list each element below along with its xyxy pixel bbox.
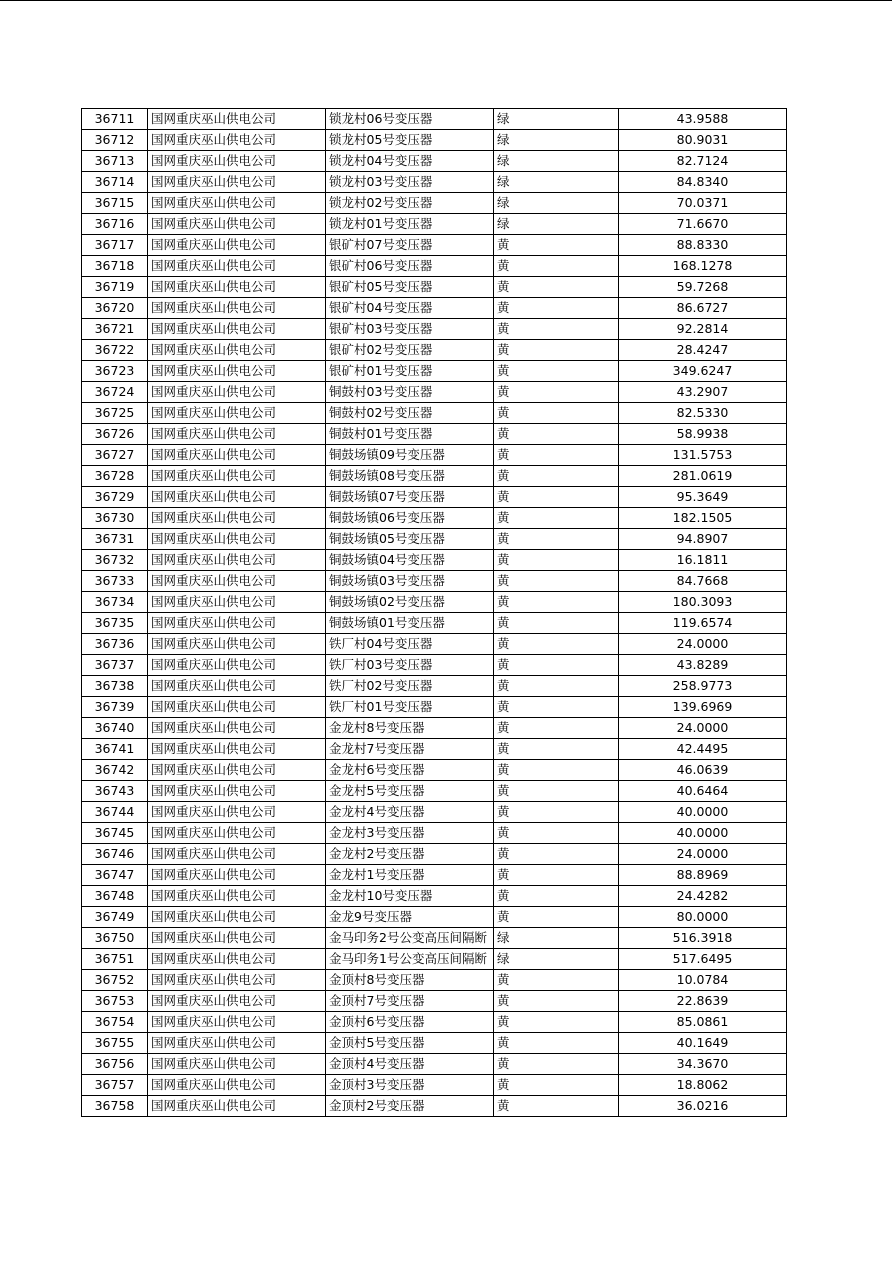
value-cell: 10.0784	[619, 970, 787, 991]
status-cell: 黄	[494, 550, 619, 571]
transformer-name-cell: 金顶村4号变压器	[326, 1054, 494, 1075]
row-id-cell: 36743	[82, 781, 148, 802]
status-cell: 黄	[494, 235, 619, 256]
value-cell: 70.0371	[619, 193, 787, 214]
org-cell: 国网重庆巫山供电公司	[148, 298, 326, 319]
org-cell: 国网重庆巫山供电公司	[148, 151, 326, 172]
status-cell: 黄	[494, 865, 619, 886]
value-cell: 281.0619	[619, 466, 787, 487]
status-cell: 黄	[494, 466, 619, 487]
row-id-cell: 36741	[82, 739, 148, 760]
value-cell: 40.0000	[619, 823, 787, 844]
transformer-name-cell: 金龙村2号变压器	[326, 844, 494, 865]
transformer-name-cell: 铜鼓村03号变压器	[326, 382, 494, 403]
value-cell: 24.0000	[619, 844, 787, 865]
transformer-name-cell: 锁龙村03号变压器	[326, 172, 494, 193]
value-cell: 517.6495	[619, 949, 787, 970]
transformer-name-cell: 金龙村5号变压器	[326, 781, 494, 802]
transformer-name-cell: 金顶村5号变压器	[326, 1033, 494, 1054]
transformer-name-cell: 银矿村05号变压器	[326, 277, 494, 298]
value-cell: 28.4247	[619, 340, 787, 361]
value-cell: 58.9938	[619, 424, 787, 445]
value-cell: 24.0000	[619, 634, 787, 655]
value-cell: 86.6727	[619, 298, 787, 319]
status-cell: 绿	[494, 130, 619, 151]
status-cell: 黄	[494, 445, 619, 466]
transformer-name-cell: 金龙村8号变压器	[326, 718, 494, 739]
row-id-cell: 36756	[82, 1054, 148, 1075]
org-cell: 国网重庆巫山供电公司	[148, 340, 326, 361]
table-row	[82, 970, 787, 991]
value-cell: 84.8340	[619, 172, 787, 193]
org-cell: 国网重庆巫山供电公司	[148, 697, 326, 718]
org-cell: 国网重庆巫山供电公司	[148, 130, 326, 151]
transformer-name-cell: 金龙村7号变压器	[326, 739, 494, 760]
table-row	[82, 823, 787, 844]
transformer-name-cell: 铜鼓场镇04号变压器	[326, 550, 494, 571]
transformer-name-cell: 银矿村03号变压器	[326, 319, 494, 340]
status-cell: 黄	[494, 907, 619, 928]
value-cell: 18.8062	[619, 1075, 787, 1096]
status-cell: 黄	[494, 676, 619, 697]
org-cell: 国网重庆巫山供电公司	[148, 1096, 326, 1117]
value-cell: 16.1811	[619, 550, 787, 571]
status-cell: 黄	[494, 1054, 619, 1075]
transformer-name-cell: 金龙村10号变压器	[326, 886, 494, 907]
row-id-cell: 36752	[82, 970, 148, 991]
row-id-cell: 36717	[82, 235, 148, 256]
value-cell: 82.7124	[619, 151, 787, 172]
org-cell: 国网重庆巫山供电公司	[148, 319, 326, 340]
row-id-cell: 36733	[82, 571, 148, 592]
row-id-cell: 36736	[82, 634, 148, 655]
status-cell: 黄	[494, 886, 619, 907]
table-row	[82, 508, 787, 529]
row-id-cell: 36751	[82, 949, 148, 970]
transformer-name-cell: 铜鼓场镇07号变压器	[326, 487, 494, 508]
value-cell: 80.9031	[619, 130, 787, 151]
org-cell: 国网重庆巫山供电公司	[148, 508, 326, 529]
row-id-cell: 36727	[82, 445, 148, 466]
transformer-name-cell: 金顶村8号变压器	[326, 970, 494, 991]
value-cell: 40.1649	[619, 1033, 787, 1054]
org-cell: 国网重庆巫山供电公司	[148, 424, 326, 445]
row-id-cell: 36742	[82, 760, 148, 781]
row-id-cell: 36744	[82, 802, 148, 823]
org-cell: 国网重庆巫山供电公司	[148, 1012, 326, 1033]
transformer-name-cell: 金马印务2号公变高压间隔断	[326, 928, 494, 949]
status-cell: 黄	[494, 277, 619, 298]
transformer-name-cell: 金龙村1号变压器	[326, 865, 494, 886]
org-cell: 国网重庆巫山供电公司	[148, 445, 326, 466]
table-row	[82, 865, 787, 886]
transformer-name-cell: 银矿村01号变压器	[326, 361, 494, 382]
table-row	[82, 1054, 787, 1075]
org-cell: 国网重庆巫山供电公司	[148, 865, 326, 886]
row-id-cell: 36755	[82, 1033, 148, 1054]
value-cell: 42.4495	[619, 739, 787, 760]
table-row	[82, 529, 787, 550]
status-cell: 黄	[494, 424, 619, 445]
table-row	[82, 319, 787, 340]
table-row	[82, 781, 787, 802]
transformer-name-cell: 铜鼓场镇03号变压器	[326, 571, 494, 592]
transformer-name-cell: 银矿村07号变压器	[326, 235, 494, 256]
table-row	[82, 949, 787, 970]
org-cell: 国网重庆巫山供电公司	[148, 571, 326, 592]
row-id-cell: 36738	[82, 676, 148, 697]
status-cell: 黄	[494, 256, 619, 277]
status-cell: 黄	[494, 634, 619, 655]
transformer-name-cell: 银矿村06号变压器	[326, 256, 494, 277]
status-cell: 黄	[494, 571, 619, 592]
org-cell: 国网重庆巫山供电公司	[148, 991, 326, 1012]
status-cell: 黄	[494, 991, 619, 1012]
org-cell: 国网重庆巫山供电公司	[148, 235, 326, 256]
status-cell: 黄	[494, 970, 619, 991]
row-id-cell: 36723	[82, 361, 148, 382]
row-id-cell: 36758	[82, 1096, 148, 1117]
row-id-cell: 36725	[82, 403, 148, 424]
table-row	[82, 340, 787, 361]
row-id-cell: 36734	[82, 592, 148, 613]
org-cell: 国网重庆巫山供电公司	[148, 823, 326, 844]
value-cell: 131.5753	[619, 445, 787, 466]
status-cell: 黄	[494, 1012, 619, 1033]
status-cell: 黄	[494, 823, 619, 844]
value-cell: 43.9588	[619, 109, 787, 130]
table-row	[82, 277, 787, 298]
table-row	[82, 928, 787, 949]
page-top-border	[0, 0, 892, 1]
status-cell: 黄	[494, 529, 619, 550]
status-cell: 黄	[494, 655, 619, 676]
table-row	[82, 1075, 787, 1096]
transformer-name-cell: 铜鼓村02号变压器	[326, 403, 494, 424]
value-cell: 46.0639	[619, 760, 787, 781]
transformer-name-cell: 铜鼓场镇09号变压器	[326, 445, 494, 466]
row-id-cell: 36732	[82, 550, 148, 571]
row-id-cell: 36746	[82, 844, 148, 865]
transformer-name-cell: 银矿村04号变压器	[326, 298, 494, 319]
org-cell: 国网重庆巫山供电公司	[148, 760, 326, 781]
table-row	[82, 571, 787, 592]
value-cell: 88.8330	[619, 235, 787, 256]
value-cell: 34.3670	[619, 1054, 787, 1075]
status-cell: 黄	[494, 487, 619, 508]
status-cell: 黄	[494, 718, 619, 739]
row-id-cell: 36740	[82, 718, 148, 739]
table-row	[82, 655, 787, 676]
row-id-cell: 36713	[82, 151, 148, 172]
table-row	[82, 1096, 787, 1117]
transformer-name-cell: 锁龙村06号变压器	[326, 109, 494, 130]
value-cell: 84.7668	[619, 571, 787, 592]
value-cell: 119.6574	[619, 613, 787, 634]
status-cell: 黄	[494, 1096, 619, 1117]
row-id-cell: 36711	[82, 109, 148, 130]
table-body	[82, 109, 787, 1117]
transformer-name-cell: 铁厂村02号变压器	[326, 676, 494, 697]
transformer-name-cell: 金龙村3号变压器	[326, 823, 494, 844]
table-row	[82, 130, 787, 151]
transformer-name-cell: 铜鼓场镇02号变压器	[326, 592, 494, 613]
transformer-name-cell: 铜鼓村01号变压器	[326, 424, 494, 445]
status-cell: 黄	[494, 739, 619, 760]
org-cell: 国网重庆巫山供电公司	[148, 718, 326, 739]
org-cell: 国网重庆巫山供电公司	[148, 109, 326, 130]
status-cell: 绿	[494, 193, 619, 214]
org-cell: 国网重庆巫山供电公司	[148, 676, 326, 697]
transformer-name-cell: 金顶村6号变压器	[326, 1012, 494, 1033]
row-id-cell: 36729	[82, 487, 148, 508]
org-cell: 国网重庆巫山供电公司	[148, 193, 326, 214]
value-cell: 71.6670	[619, 214, 787, 235]
org-cell: 国网重庆巫山供电公司	[148, 1033, 326, 1054]
row-id-cell: 36715	[82, 193, 148, 214]
table-row	[82, 193, 787, 214]
org-cell: 国网重庆巫山供电公司	[148, 970, 326, 991]
table-row	[82, 298, 787, 319]
table-row	[82, 151, 787, 172]
org-cell: 国网重庆巫山供电公司	[148, 256, 326, 277]
table-row	[82, 718, 787, 739]
org-cell: 国网重庆巫山供电公司	[148, 802, 326, 823]
status-cell: 黄	[494, 592, 619, 613]
table-row	[82, 172, 787, 193]
value-cell: 88.8969	[619, 865, 787, 886]
org-cell: 国网重庆巫山供电公司	[148, 214, 326, 235]
value-cell: 24.0000	[619, 718, 787, 739]
status-cell: 黄	[494, 382, 619, 403]
table-row	[82, 214, 787, 235]
status-cell: 绿	[494, 172, 619, 193]
row-id-cell: 36735	[82, 613, 148, 634]
transformer-name-cell: 铁厂村03号变压器	[326, 655, 494, 676]
transformer-name-cell: 金龙村6号变压器	[326, 760, 494, 781]
row-id-cell: 36724	[82, 382, 148, 403]
transformer-name-cell: 铜鼓场镇05号变压器	[326, 529, 494, 550]
row-id-cell: 36737	[82, 655, 148, 676]
status-cell: 黄	[494, 613, 619, 634]
status-cell: 黄	[494, 697, 619, 718]
transformer-name-cell: 金顶村7号变压器	[326, 991, 494, 1012]
org-cell: 国网重庆巫山供电公司	[148, 634, 326, 655]
row-id-cell: 36712	[82, 130, 148, 151]
table-row	[82, 739, 787, 760]
transformer-name-cell: 锁龙村01号变压器	[326, 214, 494, 235]
status-cell: 绿	[494, 109, 619, 130]
transformer-table	[81, 108, 787, 1117]
value-cell: 82.5330	[619, 403, 787, 424]
row-id-cell: 36714	[82, 172, 148, 193]
org-cell: 国网重庆巫山供电公司	[148, 529, 326, 550]
transformer-name-cell: 铁厂村01号变压器	[326, 697, 494, 718]
row-id-cell: 36720	[82, 298, 148, 319]
table-row	[82, 592, 787, 613]
value-cell: 43.8289	[619, 655, 787, 676]
status-cell: 黄	[494, 802, 619, 823]
value-cell: 59.7268	[619, 277, 787, 298]
status-cell: 黄	[494, 403, 619, 424]
org-cell: 国网重庆巫山供电公司	[148, 487, 326, 508]
status-cell: 绿	[494, 214, 619, 235]
row-id-cell: 36754	[82, 1012, 148, 1033]
transformer-name-cell: 银矿村02号变压器	[326, 340, 494, 361]
transformer-name-cell: 铜鼓场镇01号变压器	[326, 613, 494, 634]
org-cell: 国网重庆巫山供电公司	[148, 382, 326, 403]
org-cell: 国网重庆巫山供电公司	[148, 739, 326, 760]
org-cell: 国网重庆巫山供电公司	[148, 844, 326, 865]
org-cell: 国网重庆巫山供电公司	[148, 277, 326, 298]
row-id-cell: 36745	[82, 823, 148, 844]
value-cell: 22.8639	[619, 991, 787, 1012]
org-cell: 国网重庆巫山供电公司	[148, 907, 326, 928]
transformer-name-cell: 金顶村2号变压器	[326, 1096, 494, 1117]
table-row	[82, 361, 787, 382]
org-cell: 国网重庆巫山供电公司	[148, 1075, 326, 1096]
table-row	[82, 445, 787, 466]
table-row	[82, 844, 787, 865]
row-id-cell: 36721	[82, 319, 148, 340]
table-row	[82, 109, 787, 130]
value-cell: 92.2814	[619, 319, 787, 340]
row-id-cell: 36718	[82, 256, 148, 277]
table-row	[82, 235, 787, 256]
value-cell: 85.0861	[619, 1012, 787, 1033]
table-row	[82, 613, 787, 634]
org-cell: 国网重庆巫山供电公司	[148, 949, 326, 970]
org-cell: 国网重庆巫山供电公司	[148, 592, 326, 613]
table-row	[82, 802, 787, 823]
row-id-cell: 36757	[82, 1075, 148, 1096]
table-row	[82, 697, 787, 718]
table-row	[82, 760, 787, 781]
status-cell: 黄	[494, 844, 619, 865]
value-cell: 516.3918	[619, 928, 787, 949]
table-row	[82, 256, 787, 277]
org-cell: 国网重庆巫山供电公司	[148, 550, 326, 571]
transformer-name-cell: 金马印务1号公变高压间隔断	[326, 949, 494, 970]
row-id-cell: 36728	[82, 466, 148, 487]
row-id-cell: 36716	[82, 214, 148, 235]
status-cell: 黄	[494, 361, 619, 382]
org-cell: 国网重庆巫山供电公司	[148, 466, 326, 487]
table-row	[82, 424, 787, 445]
status-cell: 黄	[494, 319, 619, 340]
status-cell: 黄	[494, 340, 619, 361]
row-id-cell: 36730	[82, 508, 148, 529]
org-cell: 国网重庆巫山供电公司	[148, 613, 326, 634]
status-cell: 黄	[494, 508, 619, 529]
table-row	[82, 907, 787, 928]
org-cell: 国网重庆巫山供电公司	[148, 928, 326, 949]
transformer-name-cell: 锁龙村05号变压器	[326, 130, 494, 151]
row-id-cell: 36726	[82, 424, 148, 445]
status-cell: 黄	[494, 1075, 619, 1096]
value-cell: 180.3093	[619, 592, 787, 613]
status-cell: 黄	[494, 781, 619, 802]
row-id-cell: 36750	[82, 928, 148, 949]
value-cell: 94.8907	[619, 529, 787, 550]
table-row	[82, 466, 787, 487]
table-row	[82, 487, 787, 508]
value-cell: 43.2907	[619, 382, 787, 403]
row-id-cell: 36719	[82, 277, 148, 298]
status-cell: 绿	[494, 151, 619, 172]
value-cell: 40.6464	[619, 781, 787, 802]
org-cell: 国网重庆巫山供电公司	[148, 781, 326, 802]
row-id-cell: 36749	[82, 907, 148, 928]
status-cell: 黄	[494, 298, 619, 319]
status-cell: 绿	[494, 949, 619, 970]
row-id-cell: 36753	[82, 991, 148, 1012]
row-id-cell: 36748	[82, 886, 148, 907]
row-id-cell: 36731	[82, 529, 148, 550]
table-row	[82, 886, 787, 907]
row-id-cell: 36739	[82, 697, 148, 718]
table-row	[82, 634, 787, 655]
transformer-name-cell: 金龙村4号变压器	[326, 802, 494, 823]
value-cell: 24.4282	[619, 886, 787, 907]
value-cell: 182.1505	[619, 508, 787, 529]
status-cell: 绿	[494, 928, 619, 949]
value-cell: 36.0216	[619, 1096, 787, 1117]
value-cell: 349.6247	[619, 361, 787, 382]
transformer-name-cell: 锁龙村04号变压器	[326, 151, 494, 172]
transformer-name-cell: 铜鼓场镇06号变压器	[326, 508, 494, 529]
row-id-cell: 36747	[82, 865, 148, 886]
org-cell: 国网重庆巫山供电公司	[148, 361, 326, 382]
org-cell: 国网重庆巫山供电公司	[148, 1054, 326, 1075]
value-cell: 139.6969	[619, 697, 787, 718]
table-row	[82, 676, 787, 697]
transformer-name-cell: 铜鼓场镇08号变压器	[326, 466, 494, 487]
org-cell: 国网重庆巫山供电公司	[148, 886, 326, 907]
status-cell: 黄	[494, 1033, 619, 1054]
table-row	[82, 403, 787, 424]
value-cell: 95.3649	[619, 487, 787, 508]
value-cell: 80.0000	[619, 907, 787, 928]
org-cell: 国网重庆巫山供电公司	[148, 172, 326, 193]
transformer-name-cell: 铁厂村04号变压器	[326, 634, 494, 655]
org-cell: 国网重庆巫山供电公司	[148, 403, 326, 424]
table-row	[82, 382, 787, 403]
table-row	[82, 550, 787, 571]
org-cell: 国网重庆巫山供电公司	[148, 655, 326, 676]
transformer-name-cell: 金龙9号变压器	[326, 907, 494, 928]
status-cell: 黄	[494, 760, 619, 781]
row-id-cell: 36722	[82, 340, 148, 361]
transformer-name-cell: 锁龙村02号变压器	[326, 193, 494, 214]
table-row	[82, 991, 787, 1012]
value-cell: 40.0000	[619, 802, 787, 823]
transformer-name-cell: 金顶村3号变压器	[326, 1075, 494, 1096]
value-cell: 168.1278	[619, 256, 787, 277]
table-row	[82, 1012, 787, 1033]
table-row	[82, 1033, 787, 1054]
value-cell: 258.9773	[619, 676, 787, 697]
